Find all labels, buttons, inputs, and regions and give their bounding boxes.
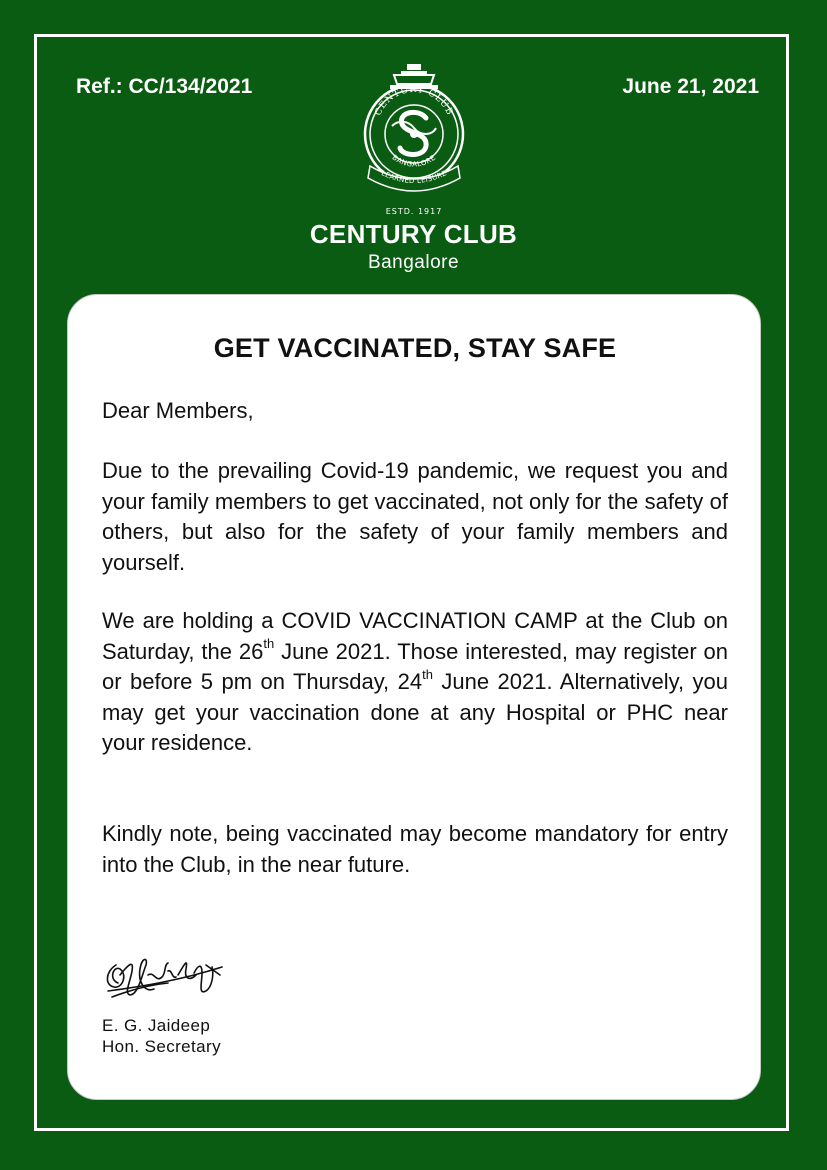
paragraph-pandemic: Due to the prevailing Covid-19 pandemic, we request you and your family members to get vaccinated, not only for the safety of others, but also for the safety of your family members and yourself. [102,458,728,575]
club-name: CENTURY CLUB [309,219,518,249]
signatory-name: E. G. Jaideep [102,1016,211,1035]
reference-number: Ref.: CC/134/2021 [76,75,253,98]
paragraph-mandatory-note: Kindly note, being vaccinated may become mandatory for entry into the Club, in the near future. [102,821,728,877]
signatory-title: Hon. Secretary [102,1037,221,1056]
svg-text:CENTURY CLUB: CENTURY CLUB [373,84,455,118]
svg-text:BANGALORE: BANGALORE [390,153,438,169]
notice-title: GET VACCINATED, STAY SAFE [213,333,617,363]
svg-text:LEARNED LEISURE: LEARNED LEISURE [379,169,449,186]
letter-date: June 21, 2021 [622,75,759,98]
salutation: Dear Members, [102,398,254,423]
notice-card [67,294,761,1100]
handwritten-signature [98,935,228,1010]
svg-text:ESTD. 1917: ESTD. 1917 [385,207,443,216]
club-logo [352,62,476,222]
club-city: Bangalore [367,252,460,273]
paragraph-vaccination-camp: We are holding a COVID VACCINATION CAMP at the Club on Saturday, the 26th June 2021. Those interested, may register on or before 5 pm on Thursday, 24th June 2021. Alternatively, you may get your vaccination done at any Hospital or PHC near your residence. [102,608,728,755]
